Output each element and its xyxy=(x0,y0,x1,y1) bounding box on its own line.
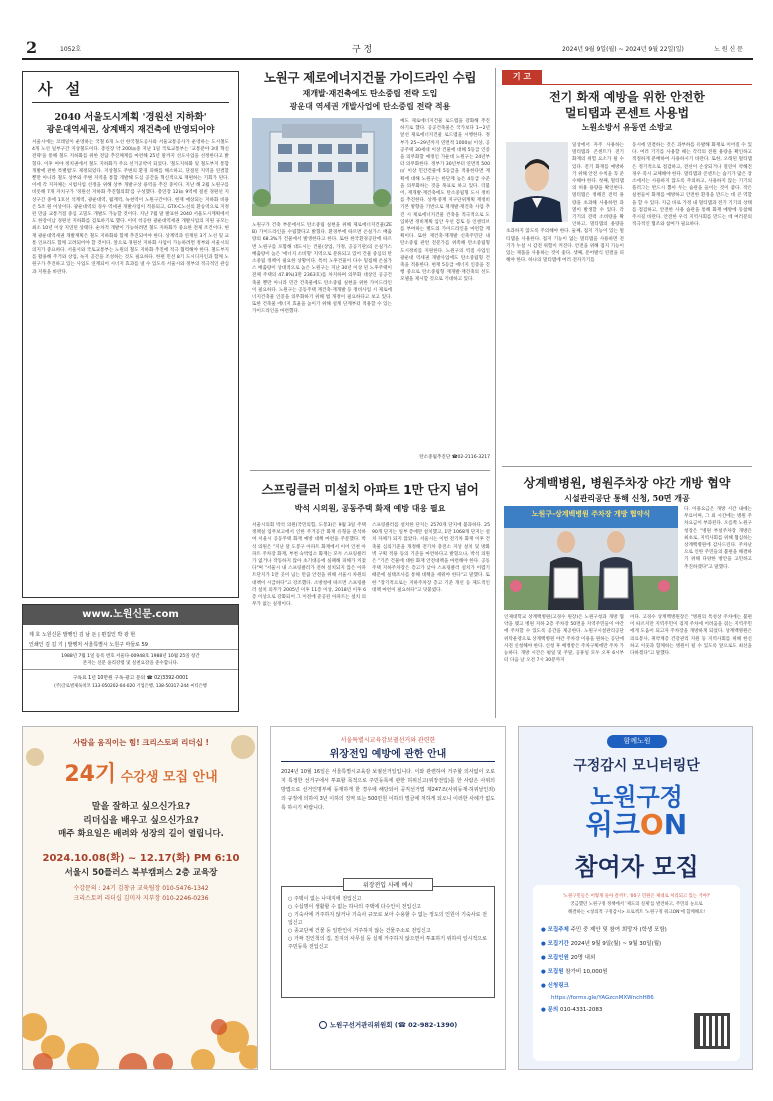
leadership-question: 말을 잘하고 싶으신가요? xyxy=(91,802,191,812)
monitor-row-value: 010-4331-2083 xyxy=(559,1007,603,1013)
contribution-col-1: 일상에서 자주 사용하는 멀티탭과 콘센트가 전기 화재의 위험 요소가 될 수 있다. 전기 화재를 예방하기 위해 안전 수칙을 꼭 준수해야 한다. 첫째, 멀티탭의 허용 용량을 확인한다. 멀티탭은 정해진 전력 용량을 초과해 사용하면 과열이 발생할 수 있다. 각 기기의 전력 소비량을 확인하고, 멀티탭의 용량을 초과하지 않도록 주의해야 한다. 둘째, 접지 기능이 있는 멀티탭을 사용한다. 접지 기능이 없는 멀티탭을 사용하면 전기가 누설 시 감전 위험이 커진다. 안전을 위해 접지 기능이 있는 제품을 사용하는 것이 좋다. 셋째, 문어발식 연결을 피해야 한다. 하나의 멀티탭에 여러 전자기기를 xyxy=(506,143,624,264)
monitor-row-value: 20명 내외 xyxy=(570,955,596,961)
sprinkler-col-2: 스프링클러를 설치한 단지는 2570개 단지에 불과하다. 2590개 단지는 일부 층에만 설치했고, 1만 1068개 단지는 설치 자체가 되지 않았다. 서울시는 이번 전기차 화재 이후 건축물 심의기준을 개정해 전기차 충전소 지상 설치 및 방화벽 구획 적용 등의 기준을 마련하다고 밝혔으나, 박석 의원은 "기존 건물에 대한 화재 안전대책을 마련해야 한다. 공동주택 지하주차장은 층고가 낮아 스프링클러 설치가 어렵기 때문에 실태조사를 통해 대책을 세워야 한다"고 말했다. 또한 "장기적으로는 지하주차장 층고 기준 개선 등 제도적인 대책 마련이 필요하다"고 덧붙였다. xyxy=(372,523,490,593)
bullet-icon: ● xyxy=(541,969,548,975)
monitor-row xyxy=(541,965,732,979)
hospital-photo-banner: 노원구-상계백병원 주차장 개방 협약식 xyxy=(531,510,651,518)
monitor-row-label: 문의 xyxy=(547,1007,559,1013)
election-footer-text: 노원구선거관리위원회 (☎ 02-982-1390) xyxy=(329,1021,458,1029)
masthead-row: 인쇄인 김 길 기 | 발행처 서울특별시 노원구 마들로 59 xyxy=(23,638,238,650)
editorial-label: 사 설 xyxy=(38,80,85,98)
election-ad xyxy=(270,726,506,1070)
power-icon: O xyxy=(639,808,664,841)
monitor-info-card xyxy=(533,885,740,1061)
election-example: ○ 가짜 친인척의 집, 친지의 사무실 등 실제 거주하지 않으면서 투표하기 위하여 일시적으로 주민등록 전입신고 xyxy=(288,936,487,950)
election-examples-box xyxy=(281,886,495,998)
masthead-box xyxy=(22,604,239,712)
monitor-row xyxy=(541,923,732,937)
editorial-subhead: 광운대역세권, 상계백지 재건축에 반영되어야 xyxy=(46,125,215,135)
monitor-desc: 해결하는 <창의적 구정감시> 프로젝트 '노원구정 워크ON'에 함께해요! xyxy=(568,910,705,915)
election-example: ○ 수십명이 생활할 수 없는 하나의 주택에 다수인이 전입신고 xyxy=(288,904,422,910)
column-divider xyxy=(495,68,496,718)
paper-name: 노 원 신 문 xyxy=(714,46,743,53)
monitor-row xyxy=(541,951,732,965)
main-col-2: 예도 제로에너지건물 로드맵을 강화해 추진하기로 했다. 공공건축물은 국가보다 1~2년 앞선 제로에너지건물 로드맵을 시행한다. 정부가 25~29년까지 연면적 1000㎡ 이상, 공공주택 30세대 이상 건물에 대해 5등급 인증을 의무화할 예정인 가운데 노원구는 24년부터 의무화한다. 정부가 30년부터 연면적 500㎡ 이상 민간건물에 5등급을 적용한다면 계획에 대해 노원구는 한단계 높은 4등급 수준을 의무화하는 것을 목표로 하고 있다. 더불어, 재개발·재건축에도 탄소중립형 도시 정비를 추진한다. 상계·중계 지구단위계획 재정비 기본 방향을 기반으로 재개발·재건축 사업 추진 시 제로에너지건물 건축을 적극적으로 도입하면 정비계획 입안 우선 검토 등 인센티브를 부여하는 별도의 가이드라인을 마련할 계획이다. 또한 재건축·재개발 신축주민단 내 탄소중립 관련 전문가를 위촉해 탄소중립형 도시정비를 지원한다. 노원구의 역점 사업인 광운대 역세권 개발사업에도 탄소중립형 건축을 적용한다. 현재 5등급 에너지 인증을 진행 중으로 탄소중립형 재개발·재건축의 선도 모델을 제시할 것으로 기대하고 있다. xyxy=(400,119,490,283)
leadership-ad xyxy=(22,726,258,1070)
monitor-line1: 구정감시 모니터링단 xyxy=(573,758,700,774)
masthead-site: www.노원신문.com xyxy=(23,605,238,625)
leadership-title xyxy=(23,757,258,787)
contribution-headline: 전기 화재 예방을 위한 안전한 xyxy=(549,90,705,104)
bullet-icon: ● xyxy=(541,927,548,933)
leadership-contact: 수강문의 : 24기 김창규 교육팀장 010-5476-1342 xyxy=(73,885,209,892)
contribution-headline: 멀티탭과 콘센트 사용법 xyxy=(564,106,690,120)
contribution-byline: 노원소방서 유동연 소방교 xyxy=(581,122,673,132)
phone-icon: ● xyxy=(541,1007,548,1013)
leadership-contact: 크리스토퍼 리더십 김미자 지부장 010-2246-0236 xyxy=(73,895,209,902)
editorial-headline: 2040 서울도시계획 '경원선 지하화' xyxy=(54,112,207,123)
monitor-ad xyxy=(518,726,753,1070)
masthead-row: (주)글로벌제독치코 133-050202-04-020 기업은행, 138-50317-244 씨티은행 xyxy=(54,684,207,689)
monitor-tag: 함께노원 xyxy=(607,735,667,748)
election-example: ○ 주택이 없는 나대지에 전입신고 xyxy=(288,896,362,902)
monitor-line2b xyxy=(519,809,753,841)
leadership-venue: 서울시 50플러스 북부캠퍼스 2층 교육장 xyxy=(64,868,218,878)
leadership-dates: 2024.10.08(화) ~ 12.17(화) PM 6:10 xyxy=(42,853,240,864)
monitor-row-label: 모집주제 xyxy=(547,927,569,933)
masthead-row: 1988년 7월 1일 등록 번호 서울다-00948호 1988년 10월 25일 창간 xyxy=(61,654,200,659)
monitor-row xyxy=(541,937,732,951)
bullet-icon: ● xyxy=(541,955,548,961)
hospital-subhead: 시설관리공단 통해 신청, 50면 개공 xyxy=(564,493,690,503)
issue-number: 1052호 xyxy=(60,46,82,53)
election-example-text: 종교단체 건물 등 일반인이 거주하지 않는 건물주소로 전입신고 xyxy=(293,928,431,934)
qr-code-icon xyxy=(694,1013,730,1049)
election-example-text: 기숙사에 거주하지 않거나 기숙사 규모로 보아 수용할 수 없는 정도의 인원이 기숙사로 전입신고 xyxy=(288,912,487,926)
hospital-photo xyxy=(504,506,678,610)
contribution-label: 기 고 xyxy=(502,70,542,84)
hospital-col-right: 다. 이용요금은 개방 시간 내에는 무료이며, 그 외 시간에는 병원 주차요금이 부과된다. 오름쪽 노원구청장은 "병원 부설주차장 개방은 최초로, 지역사회를 위해 협심하는 상계백병원에 감사드린다. 주차난으로 인한 주민들의 불편을 해결하기 위해 다양한 방안을 고민하고 추진하겠다"고 말했다. xyxy=(684,507,752,570)
election-example-text: 주택이 없는 나대지에 전입신고 xyxy=(293,896,362,902)
link-icon: ● xyxy=(541,983,548,989)
monitor-desc: '노원구민들은 어떻게 돌아 갈까?', '00구 민원은 제대로 처리되고 있는 거야?' xyxy=(562,894,711,899)
election-example: ○ 기숙사에 거주하지 않거나 기숙사 규모로 보아 수용할 수 없는 정도의 인원이 기숙사로 전입신고 xyxy=(288,912,487,926)
leadership-question: 매주 화요일은 배려와 성장의 길이 열립니다. xyxy=(58,829,224,839)
page-number: 2 xyxy=(26,38,38,57)
page-header xyxy=(22,38,753,60)
monitor-row-label: 신청링크 xyxy=(547,983,569,989)
editorial-body: 서울시에는 코레일이 운영하는 국철 6개 노선 한국철도공사와 서울교통공사가 운영하는 도시철도 4개 노선 일부구간 지상철도이다. 총연장 약 200㎞중 지난 1일 국토교통부는 '교통분야 3대 혁신전략'을 통해 철도 지하화를 위한 전담 추진체계를 마련해 25년 말까지 선도사업을 선정한다고 밝혔다. 이후 여야 정치권에서 철도 지하화가 주요 선거공약이 되었다. '철도지하화 및 철도부지 통합개발에 관한 특별법'도 제정되었다. 지상철도 주변의 환경 피해를 해소하고, 단절된 지역을 연결할 뿐만 아니라 철도 상부와 주변 지역을 통합 개발해 도심 공간을 혁신적으로 재편하는 기회가 된다. 이에 각 지자체는 시범사업 선정을 위해 상부 개발구상 용역을 추진 중이다. 지난 해 2월 노원구를 비롯해 7개 자치구가 '경원선 지하화 추진협의회'를 구성했다. 총연장 12㎞ 9역에 걸친 경원선 지상구간 중에 1호선 석계역, 광운대역, 월계역, 녹천역이 노원구간이다. 현재 예상되는 지하화 비용은 5조 원 이상이다. 광운대역의 경우 역세권 개발사업이 적용되고, GTX-C노선의 환승역으로 지정된 만큼 교통거점 중심 고밀도 개발도 가능할 것이다. 지난 7월 말 발표한 2040 서울도시계획에서도 한강이남 경원선 지하화를 검토하기로 했다. 이미 착공한 광운대역세권 개발사업의 지원 규모는 최소 10년 이상 지연된 상태다. 순차적 개발이 가능하려면 철도 지하화가 중요한 전제 조건이다. 현재 광운대역세권 개발계획은 철도 지하화와 함께 추진되어야 한다. 상계역과 연계된 3기 노선 및 교통 인프라도 함께 고려되어야 할 것이다. 앞으로 경원선 지하화 사업이 가능하려면 정부와 서울시의 의지가 중요하다. 서울시와 국토교통부는 노원의 철도 지하화 추진에 적극 협력해야 한다. 철도부지를 활용해 주거와 상업, 녹지 공간을 조성하는 것도 필요하다. 한편 민선 8기 도시디자인과 함께 노원구가 추진하고 있는 사업도 연계되어 시너지 효과를 낼 수 있도록 서울시와 정부의 적극적인 관심과 지원을 바란다. xyxy=(32,140,229,275)
masthead-row: 본지는 신문 윤리강령 및 실천요강을 준수합니다. xyxy=(23,660,238,670)
election-body: 2024년 10월 16일은 서울특별시교육감 보궐선거일입니다. 이와 관련하여 거주할 의사없이 오로지 특정한 선거구에서 투표할 목적으로 주민등록에 관한 허위신고(위장전입)를 한 사람은 사위의 방법으로 선거인명부에 등재하게 한 경우에 해당되어 공직선거법 제247조(사위등재·허위날인죄)의 규정에 의하여 3년 이하의 징역 또는 500만원 이하의 벌금에 처하게 되오니 이러한 사례가 없도록 하시기 바랍니다. xyxy=(281,769,495,811)
monitor-workon-text: 워크 xyxy=(585,808,640,841)
monitor-row-label: 모집원 xyxy=(547,969,564,975)
ballot-icon xyxy=(319,1021,327,1029)
monitor-row-value: 주민 중 제안 및 참여 희망자 (학생 포함) xyxy=(570,927,667,933)
bullet-icon: ● xyxy=(541,941,548,947)
leadership-title-text: 수강생 모집 안내 xyxy=(116,770,218,785)
hospital-headline: 상계백병원, 병원주차장 야간 개방 협약 xyxy=(523,476,731,490)
building-photo xyxy=(252,118,392,216)
monitor-row-value: 참가비 10,000원 xyxy=(565,969,608,975)
leadership-title-number: 24기 xyxy=(64,762,117,787)
masthead-row: 구독료 1년 10만원 구독·광고 문의 ☎ 02)3392-0001 xyxy=(72,676,189,681)
section-rule xyxy=(250,470,490,471)
section-rule xyxy=(502,466,752,467)
hospital-col-a: 인제대학교 상계백병원(고경수 원장)은 노원구청과 개방 협약을 맺고 병원 지하 2층 주차장 50면을 지역주민들이 야간에 주차할 수 있도록 공간을 제공한다. 노원구시설관리공단 위탁운영으로 상계백병원 야간 주차장 이용을 원하는 공단에 사전 신청해야 한다. 신청 후 배정받은 주차구획에만 주차 가능하다. 개방 시간은 평일 및 주말, 공휴일 모두 오후 6시부터 다음 날 오전 7시 30분까지 xyxy=(504,615,624,664)
monitor-line3: 참여자 모집 xyxy=(574,853,699,881)
sprinkler-col-1: 서울시의회 박석 의원(국민의힘, 도봉3)은 9월 3일 주택정책실 업무보고에서 인한 주거공간 화재 유형을 분석하여 서울시 공동주택 화재 예방 대책 마련을 주문했다. 박석 의원은 "지난 달 도봉구 아파트 화재에서 이어 인천 아파트 주차장 화재, 부천 숙박업소 화재는 모두 스프링클러가 없거나 작동하지 않아 초기대응에 실패해 피해가 커졌다"며 "서울시 내 스프링클러가 전혀 설치되지 않은 아파트단지가 1만 곳이 넘는 만큼 안전을 위해 서울시 차원의 대책이 시급하다"고 강조했다. 소방청에 따르면 스프링클러 설치 의무가 2005년 이후 11층 이상, 2018년 이후 6층 이상으로 강화되어 그 이전에 준공된 아파트는 설치 의무가 없는 실정이다. xyxy=(252,523,366,608)
monitor-row-value: 2024년 9월 9일(월) ~ 9월 30일(월) xyxy=(570,941,662,947)
election-box-title: 위장전입 사례 예시 xyxy=(343,878,433,891)
contribution-rule xyxy=(502,84,752,85)
monitor-row xyxy=(541,979,732,993)
contribution-col-2: 동시에 연결하는 것은 과부하를 유발해 화재로 이어질 수 있다. 여러 기기를 사용할 때는 각각의 전원 용량을 확인하고 적절하게 분배하여 사용하시기 바란다. 또한, 오래된 멀티탭은 정기적으로 점검하고, 전선이 손상되거나 절연이 약해진 경우 즉시 교체해야 한다. 멀티탭과 콘센트는 습기가 많은 장소에서는 사용하지 않도록 주의하고, 사용하지 않는 기기의 플러그는 반드시 뽑아 두는 습관을 들이는 것이 좋다. 작은 실천들이 화재를 예방하고 안전한 환경을 만드는 데 큰 역할을 할 수 있다. 지금 바로 가정 내 멀티탭과 전기 기기의 상태를 점검하고, 안전한 사용 습관을 통해 화재 예방에 동참해 주시길 바란다. 안전한 우리 지역사회를 만드는 데 여러분의 적극적인 협조와 참여가 필요하다. xyxy=(632,143,752,228)
main-subhead: 재개발·재건축에도 탄소중립 전략 도입 xyxy=(302,88,438,98)
election-org: 서울특별시교육감보궐선거와 관련한 xyxy=(340,737,436,744)
section-name: 구 정 xyxy=(352,45,373,55)
leadership-question: 리더십을 배우고 싶으신가요? xyxy=(83,816,199,826)
header-rule xyxy=(22,58,753,60)
election-example-text: 수십명이 생활할 수 없는 하나의 주택에 다수인이 전입신고 xyxy=(293,904,422,910)
issue-date: 2024년 9월 9일(월) ~ 2024년 9월 22일(일) xyxy=(562,46,684,53)
photo-spacer xyxy=(506,142,572,226)
masthead-row: 제 호 노원신문 발행인 김 남 돈 | 편집인 박 광 현 xyxy=(29,632,136,638)
main-subhead: 광운대 역세권 개발사업에 탄소중립 전략 적용 xyxy=(289,101,451,111)
monitor-signup-link[interactable]: https://forms.gle/YAGzcnMXWnchH86 xyxy=(551,995,654,1001)
monitor-desc: 궁금했던 노원구정 정책에서 '제도의 실제'를 발견하고, 주민의 눈으로 xyxy=(570,902,703,907)
monitor-row-label: 모집인원 xyxy=(547,955,569,961)
monitor-line2a: 노원구정 xyxy=(590,783,683,811)
election-example: ○ 종교단체 건물 등 일반인이 거주하지 않는 건물주소로 전입신고 xyxy=(288,928,431,934)
hospital-col-b: 이다. 고경수 상계백병원장은 "병원의 특성상 주차에는 불편이 따르지만 지역주민이 겪게 주차에 어려움을 겪는 지역주민에게 도움이 되고자 주차장을 개방하게 되었다. 상계백병원은 의료봉사, 취약계층 건강관리 지원 등 지역사회를 위해 헌신하고 이웃과 함께하는 병원이 될 수 있도록 앞으로도 최선을 다하겠다"고 말했다. xyxy=(630,615,752,657)
main-credit: 탄소중립추진단 ☎02-2116-3217 xyxy=(419,455,490,460)
sprinkler-subhead: 박석 시의원, 공동주택 화재 예방 대응 필요 xyxy=(294,503,446,513)
election-footer xyxy=(281,1020,495,1029)
election-title: 위장전입 예방에 관한 안내 xyxy=(329,749,447,760)
monitor-workon-text: N xyxy=(663,808,688,841)
sprinkler-headline: 스프링클러 미설치 아파트 1만 단지 넘어 xyxy=(261,482,479,497)
election-example-text: 가짜 친인척의 집, 친지의 사무실 등 실제 거주하지 않으면서 투표하기 위하여 일시적으로 주민등록 전입신고 xyxy=(288,936,487,950)
monitor-row-label: 모집기간 xyxy=(547,941,569,947)
editorial-box xyxy=(22,71,239,598)
main-col-1: 노원구가 건축 부문에서도 탄소중립 실현을 위해 제로에너지건물(ZEB) 가이드라인을 수립했다고 밝혔다. 환경부에 따르면 온실가스 배출량의 68.3%가 건물에서 발생한다고 한다. 또한 한국환경공단에 따르면 노원구를 포함해 대도시는 건물(상업, 가정, 공공기관)의 온실가스 배출량이 높은 '에너지 소비형' 지역으로 분류되고 있어 건물 중심의 탄소중립 정책이 필요한 상황이다. 특히 노후건물이 다수 밀집해 온실가스 배출량이 상대적으로 높은 노원구는 지난 30년 이상 된 노후주택이 전체 주택의 47.8%(3만 2363호)를 차지하며 의무화 대상인 공공건축물 뿐만 아니라 민간 건축물에도 탄소중립 실현을 위한 가이드라인이 필요하다. 노원구는 공동주택 재건축·재개발 등 정비사업 시 제로에너지건축물 인증을 의무화하기 위해 법 개정이 필요하다고 보고 있다. 또한 건축물 에너지 효율을 높이기 위해 설계 단계부터 적용할 수 있는 가이드라인을 마련했다. xyxy=(252,223,392,315)
main-headline: 노원구 제로에너지건물 가이드라인 수립 xyxy=(263,70,477,85)
leadership-top: 사람을 움직이는 힘! 크리스토퍼 리더십 ! xyxy=(73,738,209,747)
